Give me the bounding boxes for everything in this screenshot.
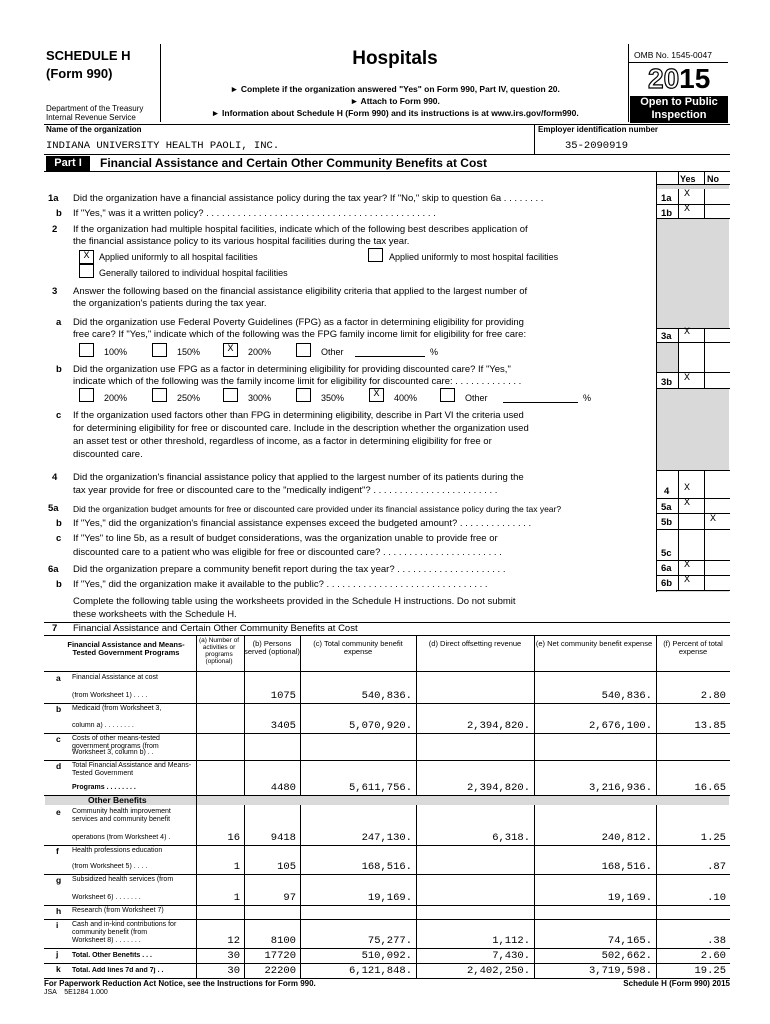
- q3b-other-field[interactable]: [503, 402, 578, 403]
- footer-code: JSA 5E1284 1.000: [44, 989, 108, 996]
- row-label: Health professions education: [72, 847, 163, 854]
- q6a-text: Did the organization prepare a community benefit report during the tax year? . . . . . . . . . . . . . . . . . . . . .: [73, 564, 506, 575]
- cell-col-e[interactable]: 2,676,100.: [588, 720, 652, 732]
- cell-col-f[interactable]: .38: [707, 935, 726, 947]
- tax-year-bold: 15: [679, 63, 711, 94]
- cell-col-f[interactable]: 16.65: [694, 782, 726, 794]
- col-a-header: (a) Number of activities or programs (optional): [198, 637, 240, 665]
- row-label: Cash and in-kind contributions for community benefit (from: [72, 921, 177, 936]
- q7-text: Financial Assistance and Certain Other Community Benefits at Cost: [73, 623, 358, 634]
- schedule-label: SCHEDULE H: [46, 48, 131, 63]
- cell-col-d[interactable]: 6,318.: [492, 832, 530, 844]
- dept-label: Department of the Treasury: [46, 104, 144, 113]
- cell-col-a[interactable]: 12: [227, 935, 240, 947]
- form-label: (Form 990): [46, 66, 113, 81]
- row-letter: h: [56, 906, 62, 916]
- q5c-line: 5c: [661, 548, 672, 559]
- q1a-text: Did the organization have a financial assistance policy during the tax year? If "No," skip to question 6a . . . . . . . .: [73, 193, 544, 204]
- q2-text-2: the financial assistance policy to its various hospital facilities during the tax year.: [73, 236, 410, 247]
- q2-option-3-label: Generally tailored to individual hospital facilities: [99, 268, 288, 278]
- q3b-200-checkbox[interactable]: [79, 388, 94, 402]
- q3a-other-field[interactable]: [355, 356, 425, 357]
- row-label: Total Financial Assistance and Means-Tested Government: [72, 762, 192, 777]
- q1a-num: 1a: [48, 193, 59, 204]
- cell-col-d[interactable]: 2,394,820.: [466, 782, 530, 794]
- cell-col-c[interactable]: 19,169.: [367, 892, 412, 904]
- footer-notice: For Paperwork Reduction Act Notice, see the Instructions for Form 990.: [44, 979, 316, 988]
- q3a-yes[interactable]: X: [684, 327, 691, 338]
- instruction-3: ► Information about Schedule H (Form 990) and its instructions is at www.irs.gov/form990.: [211, 108, 579, 118]
- row-label-cont: Worksheet 6) . . . . . . .: [72, 894, 141, 901]
- cell-col-e[interactable]: 19,169.: [607, 892, 652, 904]
- col-c-header: (c) Total community benefit expense: [313, 639, 403, 656]
- q1b-num: b: [56, 208, 62, 219]
- row-label-cont: (from Worksheet 5) . . . .: [72, 863, 148, 870]
- q2-text-1: If the organization had multiple hospital facilities, indicate which of the following best describes application of: [73, 224, 528, 235]
- cell-col-c[interactable]: 168,516.: [361, 861, 412, 873]
- q2-option-2-label: Applied uniformly to most hospital facilities: [389, 252, 559, 262]
- q3b-other-label: Other: [465, 393, 488, 403]
- q5b-no[interactable]: X: [710, 514, 717, 525]
- q3a-num: a: [56, 317, 62, 328]
- row-letter: b: [56, 704, 62, 714]
- q4-text-2: tax year provide for free or discounted care to the "medically indigent"? . . . . . . . . . . . . . . . . . . . . . . . .: [73, 485, 498, 496]
- row-label: Financial Assistance at cost: [72, 674, 158, 681]
- q1a-line: 1a: [661, 193, 672, 204]
- q3c-text-1: If the organization used factors other than FPG in determining eligibility, describe in Part VI the criteria used: [73, 410, 524, 421]
- q3b-400-checkbox[interactable]: X: [369, 388, 384, 402]
- q4-num: 4: [52, 472, 58, 483]
- cell-col-c[interactable]: 6,121,848.: [348, 965, 412, 977]
- cell-col-a[interactable]: 30: [227, 950, 240, 962]
- cell-col-b[interactable]: 8100: [270, 935, 296, 947]
- col-b-header: (b) Persons served (optional): [244, 639, 300, 656]
- q3b-yes[interactable]: X: [684, 373, 691, 384]
- q4-line: 4: [664, 486, 670, 497]
- cell-col-f[interactable]: .10: [707, 892, 726, 904]
- row-letter: j: [56, 949, 59, 959]
- q3a-150-label: 150%: [177, 347, 201, 357]
- q6b-line: 6b: [661, 578, 673, 589]
- q3b-300-checkbox[interactable]: [223, 388, 238, 402]
- instruction-2: ► Attach to Form 990.: [350, 96, 440, 106]
- cell-col-f[interactable]: .87: [707, 861, 726, 873]
- q3b-pct: %: [583, 393, 592, 403]
- q3b-350-label: 350%: [321, 393, 345, 403]
- q6b-text: If "Yes," did the organization make it available to the public? . . . . . . . . . . . . . . . . . . . . . . . . . . . . . . .: [73, 579, 488, 590]
- tax-year: [648, 64, 710, 94]
- q3b-300-label: 300%: [248, 393, 272, 403]
- q6-note-2: these worksheets with the Schedule H.: [73, 609, 237, 620]
- q2-option-1-label: Applied uniformly to all hospital facilities: [99, 252, 258, 262]
- cell-col-c[interactable]: 5,611,756.: [348, 782, 412, 794]
- q1b-text: If "Yes," was it a written policy? . . . . . . . . . . . . . . . . . . . . . . . . . . . . . . . . . . . . . . . . . . . .: [73, 208, 436, 219]
- q2-option-1-checkbox[interactable]: X: [79, 250, 94, 264]
- cell-col-b[interactable]: 17720: [264, 950, 296, 962]
- q3b-num: b: [56, 364, 62, 375]
- q3-text-2: the organization's patients during the tax year.: [73, 298, 267, 309]
- cell-col-d[interactable]: 1,112.: [492, 935, 530, 947]
- cell-col-e[interactable]: 168,516.: [601, 861, 652, 873]
- col-programs-header: Financial Assistance and Means-Tested Government Programs: [67, 640, 185, 657]
- instruction-1: ► Complete if the organization answered "Yes" on Form 990, Part IV, question 20.: [230, 84, 560, 94]
- q3c-text-2: for determining eligibility for free or discounted care. Include in the description whether the organization used: [73, 423, 529, 434]
- row-label-cont: operations (from Worksheet 4) .: [72, 834, 171, 841]
- irs-label: Internal Revenue Service: [46, 113, 136, 122]
- cell-col-e[interactable]: 3,216,936.: [588, 782, 652, 794]
- q3b-250-label: 250%: [177, 393, 201, 403]
- row-label: Subsidized health services (from: [72, 876, 174, 883]
- q3b-350-checkbox[interactable]: [296, 388, 311, 402]
- footer-form: Schedule H (Form 990) 2015: [623, 979, 730, 988]
- row-letter: g: [56, 875, 62, 885]
- cell-col-e[interactable]: 502,662.: [601, 950, 652, 962]
- ein-label: Employer identification number: [538, 125, 659, 134]
- open-to-public: Open to Public: [640, 96, 718, 108]
- inspection: Inspection: [651, 109, 707, 121]
- cell-col-f[interactable]: 13.85: [694, 720, 726, 732]
- q5c-text-1: If "Yes" to line 5b, as a result of budget considerations, was the organization unable to provide free or: [73, 533, 498, 544]
- q1a-yes[interactable]: X: [684, 189, 691, 200]
- q1b-yes[interactable]: X: [684, 204, 691, 215]
- q3a-100-checkbox[interactable]: [79, 343, 94, 357]
- row-label-cont: Worksheet 3, column b) . .: [72, 749, 154, 756]
- q7-num: 7: [52, 623, 58, 634]
- row-label-cont: (from Worksheet 1) . . . .: [72, 692, 148, 699]
- cell-col-b[interactable]: 105: [277, 861, 296, 873]
- cell-col-e[interactable]: 540,836.: [601, 690, 652, 702]
- open-to-public-box: [630, 96, 728, 123]
- part-title: Financial Assistance and Certain Other Community Benefits at Cost: [100, 156, 487, 170]
- row-letter: d: [56, 761, 62, 771]
- q3a-200-checkbox[interactable]: X: [223, 343, 238, 357]
- q3a-text-1: Did the organization use Federal Poverty Guidelines (FPG) as a factor in determining eligibility for providing: [73, 317, 524, 328]
- q3c-text-4: discounted care.: [73, 449, 143, 460]
- q3c-num: c: [56, 410, 62, 421]
- cell-col-f[interactable]: 1.25: [700, 832, 726, 844]
- row-letter: e: [56, 807, 61, 817]
- q3b-line: 3b: [661, 377, 673, 388]
- cell-col-b[interactable]: 4480: [270, 782, 296, 794]
- row-label-cont: column a) . . . . . . . .: [72, 722, 134, 729]
- cell-col-a[interactable]: 1: [233, 892, 240, 904]
- part-label: Part I: [46, 156, 90, 171]
- cell-col-a[interactable]: 16: [227, 832, 240, 844]
- tax-year-outline: 20: [648, 63, 680, 94]
- q3b-text-2: indicate which of the following was the family income limit for eligibility for discounted care: . . . . . . . . . . . . .: [73, 376, 522, 387]
- cell-col-e[interactable]: 3,719,598.: [588, 965, 652, 977]
- q5a-text: Did the organization budget amounts for free or discounted care provided under its financial assistance policy during the tax year?: [73, 504, 562, 514]
- cell-col-c[interactable]: 510,092.: [361, 950, 412, 962]
- q3a-text-2: free care? If "Yes," indicate which of the following was the FPG family income limit for eligibility for free care:: [73, 329, 527, 340]
- q3a-line: 3a: [661, 331, 672, 342]
- q5b-text: If "Yes," did the organization's financial assistance expenses exceed the budgeted amount? . . . . . . . . . . . . . .: [73, 518, 532, 529]
- row-letter: i: [56, 920, 59, 930]
- q5a-yes[interactable]: X: [684, 498, 691, 509]
- q3a-other-label: Other: [321, 347, 344, 357]
- cell-col-c[interactable]: 75,277.: [367, 935, 412, 947]
- cell-col-b[interactable]: 22200: [264, 965, 296, 977]
- q1b-line: 1b: [661, 208, 673, 219]
- cell-col-d[interactable]: 2,402,250.: [466, 965, 530, 977]
- q6-note-1: Complete the following table using the worksheets provided in the Schedule H instructions. Do not submit: [73, 596, 516, 607]
- row-letter: c: [56, 734, 61, 744]
- col-d-header: (d) Direct offsetting revenue: [428, 639, 522, 648]
- q5b-num: b: [56, 518, 62, 529]
- q5a-num: 5a: [48, 503, 59, 514]
- q5b-line: 5b: [661, 517, 673, 528]
- row-letter: k: [56, 964, 61, 974]
- q4-text-1: Did the organization's financial assistance policy that applied to the largest number of its patients during the: [73, 472, 524, 483]
- q3b-other-checkbox[interactable]: [440, 388, 455, 402]
- q6a-line: 6a: [661, 563, 672, 574]
- row-letter: f: [56, 846, 59, 856]
- row-label-cont: Worksheet 8) . . . . . . .: [72, 937, 141, 944]
- q2-num: 2: [52, 224, 58, 235]
- cell-col-a[interactable]: 1: [233, 861, 240, 873]
- q3a-other-checkbox[interactable]: [296, 343, 311, 357]
- cell-col-c[interactable]: 540,836.: [361, 690, 412, 702]
- q6a-num: 6a: [48, 564, 59, 575]
- col-f-header: (f) Percent of total expense: [663, 639, 723, 656]
- q3b-200-label: 200%: [104, 393, 128, 403]
- row-label-cont: Total. Add lines 7d and 7j . .: [72, 967, 164, 974]
- cell-col-d[interactable]: 7,430.: [492, 950, 530, 962]
- q3b-text-1: Did the organization use FPG as a factor in determining eligibility for providing discounted care? If "Yes,": [73, 364, 511, 375]
- row-label: Costs of other means-tested government programs (from: [72, 735, 160, 750]
- q3b-250-checkbox[interactable]: [152, 388, 167, 402]
- q2-option-2-checkbox[interactable]: [368, 248, 383, 262]
- cell-col-d[interactable]: 2,394,820.: [466, 720, 530, 732]
- yes-header: Yes: [680, 174, 696, 184]
- cell-col-b[interactable]: 1075: [270, 690, 296, 702]
- q3-num: 3: [52, 286, 58, 297]
- omb-number: OMB No. 1545-0047: [634, 50, 712, 60]
- q2-option-3-checkbox[interactable]: [79, 264, 94, 278]
- row-label: Research (from Worksheet 7): [72, 907, 164, 914]
- q3b-400-label: 400%: [394, 393, 418, 403]
- form-title: Hospitals: [352, 48, 438, 69]
- row-label: Community health improvement services and community benefit: [72, 808, 171, 823]
- q5c-text-2: discounted care to a patient who was eligible for free or discounted care? . . . . . . . . . . . . . . . . . . . . . . .: [73, 547, 502, 558]
- cell-col-e[interactable]: 240,812.: [601, 832, 652, 844]
- cell-col-f[interactable]: 2.80: [700, 690, 726, 702]
- q3a-150-checkbox[interactable]: [152, 343, 167, 357]
- other-benefits-label: Other Benefits: [88, 795, 147, 805]
- q3-text-1: Answer the following based on the financial assistance eligibility criteria that applied to the largest number of: [73, 286, 528, 297]
- q3a-200-label: 200%: [248, 347, 272, 357]
- q5a-line: 5a: [661, 502, 672, 513]
- cell-col-f[interactable]: 2.60: [700, 950, 726, 962]
- cell-col-b[interactable]: 3405: [270, 720, 296, 732]
- q3c-text-3: an asset test or other threshold, regardless of income, as a factor in determining eligibility for free or: [73, 436, 492, 447]
- no-header: No: [707, 174, 719, 184]
- org-name-label: Name of the organization: [46, 125, 142, 134]
- row-label-cont: Programs . . . . . . . .: [72, 784, 136, 791]
- row-letter: a: [56, 673, 61, 683]
- ein-value: 35-2090919: [565, 140, 629, 152]
- cell-col-c[interactable]: 247,130.: [361, 832, 412, 844]
- cell-col-a[interactable]: 30: [227, 965, 240, 977]
- q3a-100-label: 100%: [104, 347, 128, 357]
- q3a-pct: %: [430, 347, 439, 357]
- org-name: INDIANA UNIVERSITY HEALTH PAOLI, INC.: [46, 140, 280, 152]
- q6a-yes[interactable]: X: [684, 560, 691, 571]
- row-label: Medicaid (from Worksheet 3,: [72, 705, 162, 712]
- cell-col-c[interactable]: 5,070,920.: [348, 720, 412, 732]
- q6b-yes[interactable]: X: [684, 575, 691, 586]
- cell-col-b[interactable]: 97: [283, 892, 296, 904]
- cell-col-b[interactable]: 9418: [270, 832, 296, 844]
- cell-col-e[interactable]: 74,165.: [607, 935, 652, 947]
- q6b-num: b: [56, 579, 62, 590]
- q5c-num: c: [56, 533, 62, 544]
- row-label-cont: Total. Other Benefits . . .: [72, 952, 152, 959]
- col-e-header: (e) Net community benefit expense: [535, 639, 653, 648]
- cell-col-f[interactable]: 19.25: [694, 965, 726, 977]
- q4-yes[interactable]: X: [684, 483, 691, 494]
